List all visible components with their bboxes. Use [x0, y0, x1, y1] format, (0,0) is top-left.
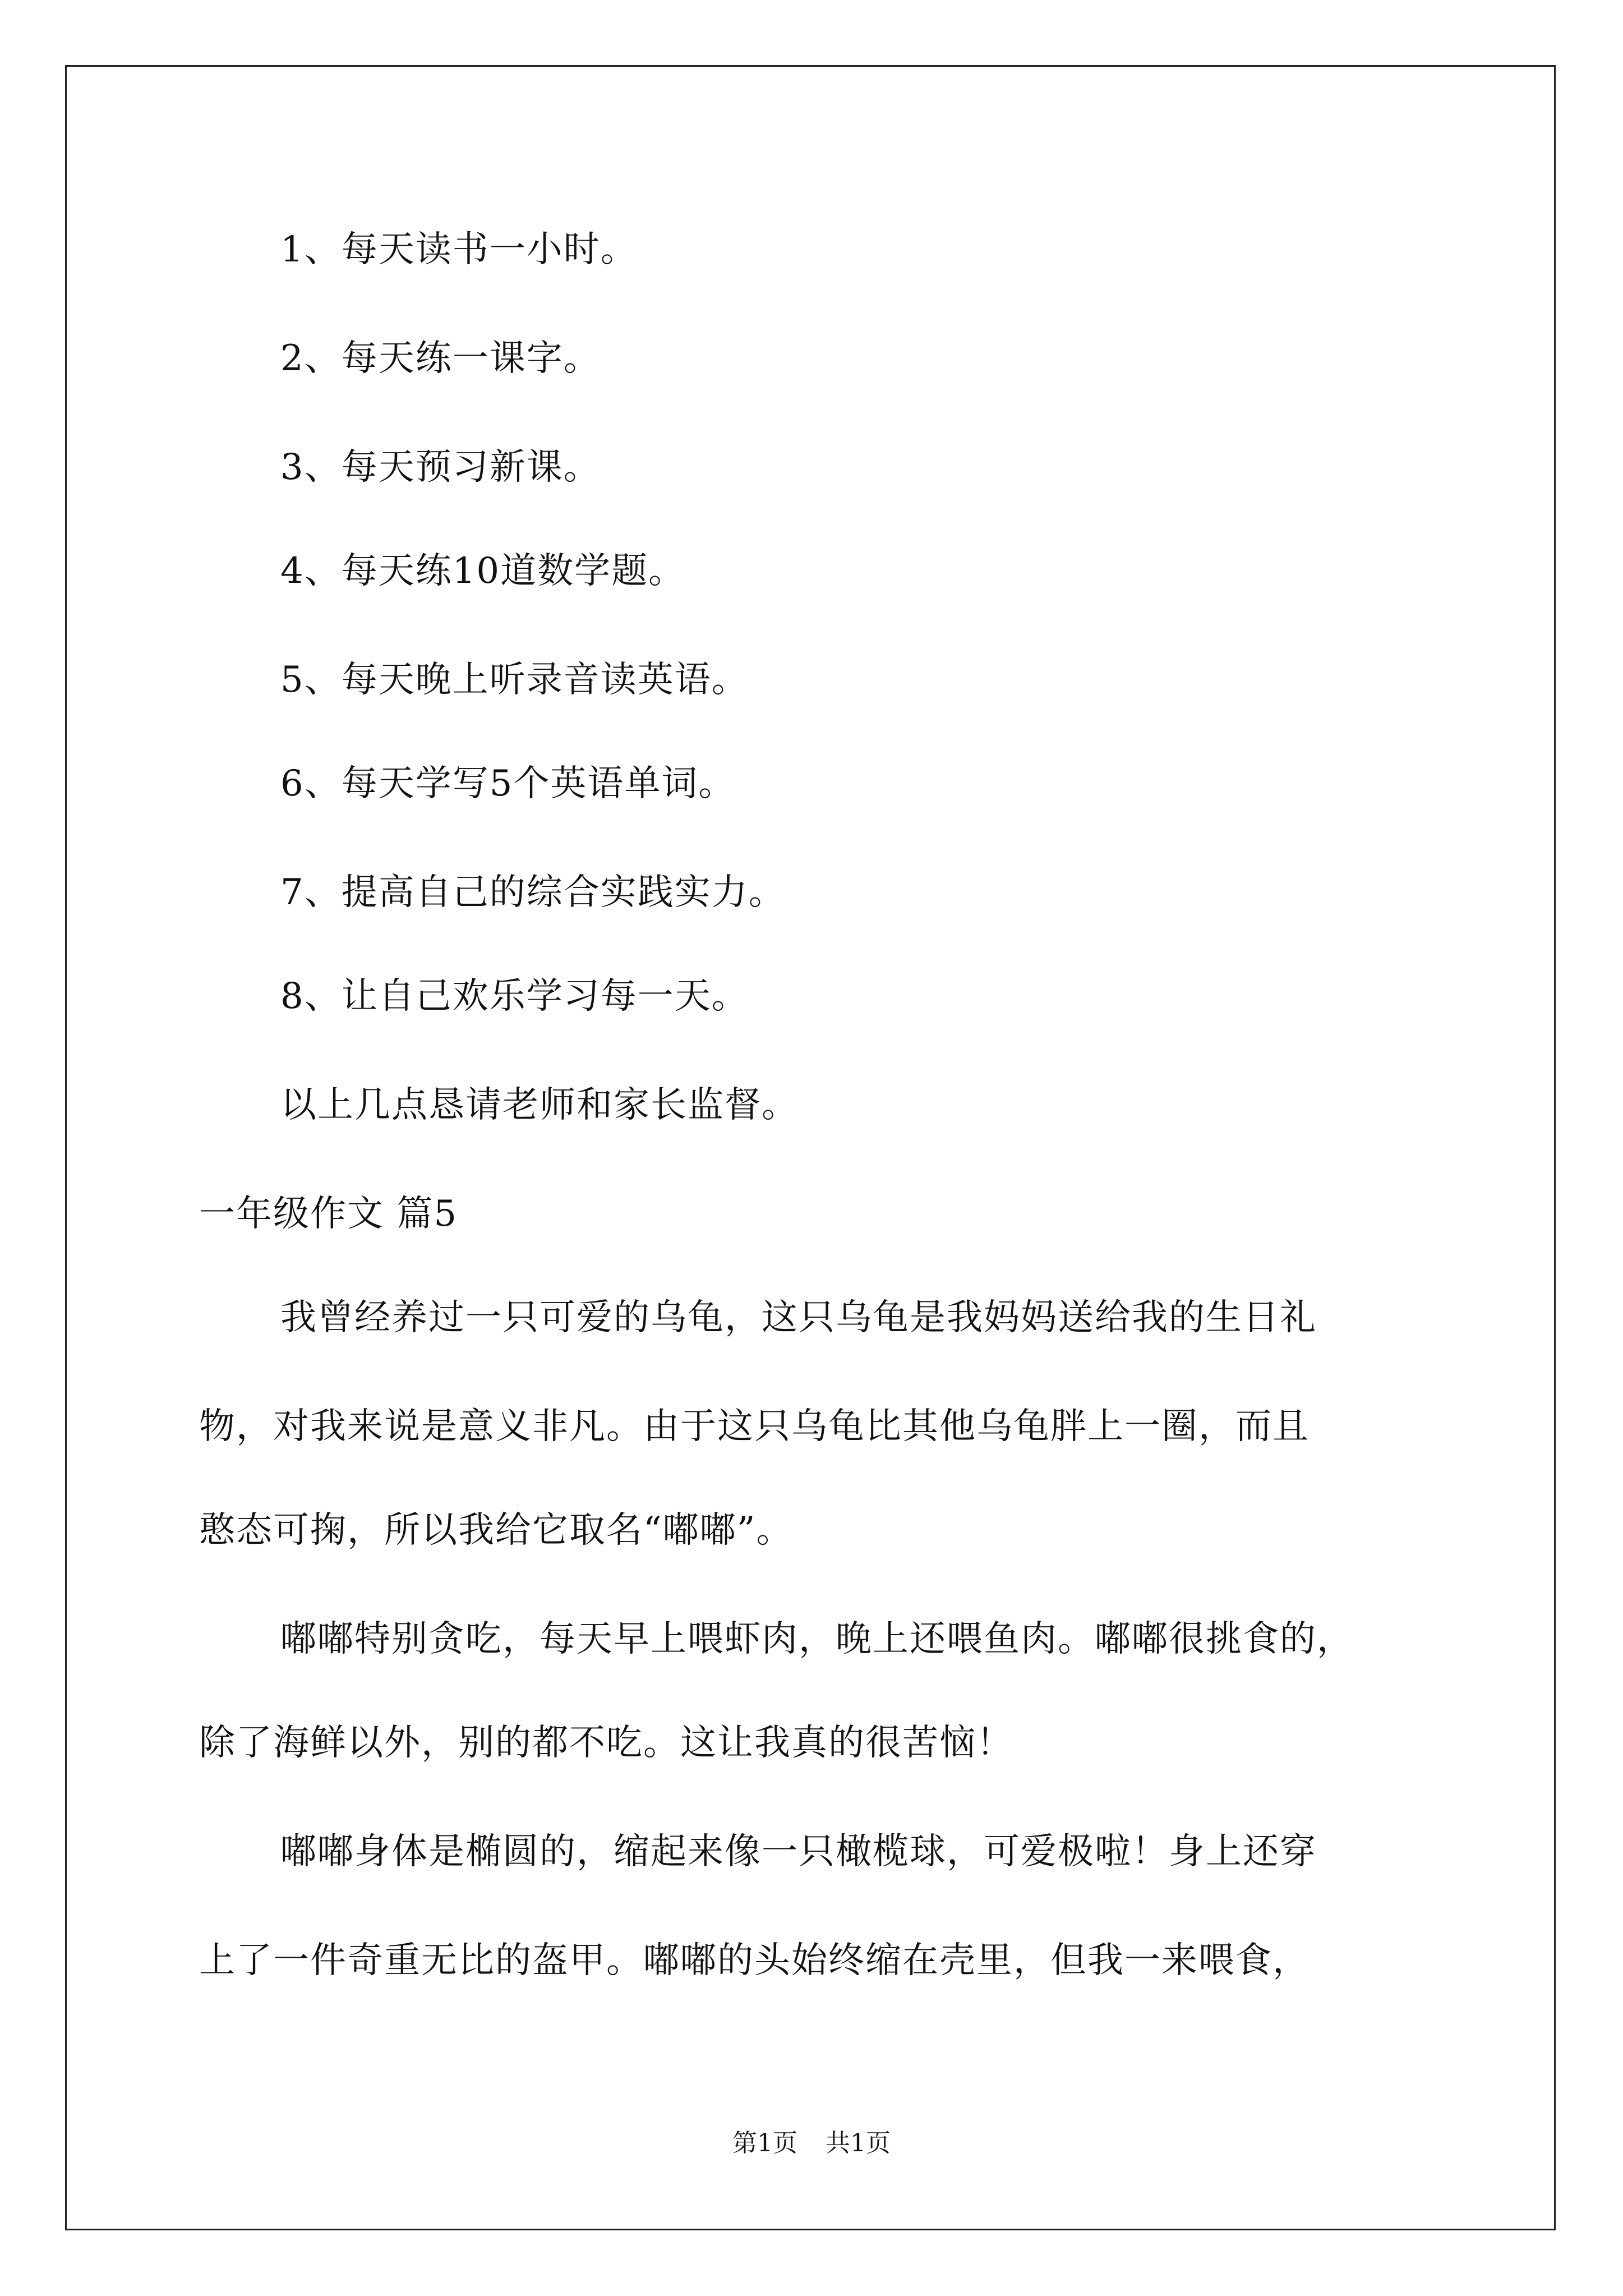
list-item: 4、每天练10道数学题。 — [280, 550, 686, 592]
page-number-total: 共1页 — [826, 2129, 891, 2157]
paragraph-line: 嘟嘟身体是椭圆的，缩起来像一只橄榄球，可爱极啦！身上还穿 — [280, 1831, 1317, 1872]
list-item: 5、每天晚上听录音读英语。 — [280, 659, 749, 701]
page-footer — [0, 2128, 1623, 2159]
list-item: 3、每天预习新课。 — [280, 447, 601, 488]
list-item: 1、每天读书一小时。 — [280, 229, 638, 270]
closing-line: 以上几点恳请老师和家长监督。 — [280, 1084, 799, 1126]
section-heading: 一年级作文 篇5 — [199, 1193, 458, 1235]
list-item: 6、每天学写5个英语单词。 — [280, 763, 736, 804]
page-number-current: 第1页 — [732, 2129, 797, 2157]
list-item: 7、提高自己的综合实践实力。 — [280, 872, 786, 913]
paragraph-line: 憨态可掬，所以我给它取名“嘟嘟”。 — [199, 1510, 794, 1551]
paragraph-line: 除了海鲜以外，别的都不吃。这让我真的很苦恼！ — [199, 1722, 1013, 1764]
list-item: 2、每天练一课字。 — [280, 338, 601, 379]
paragraph-line: 物，对我来说是意义非凡。由于这只乌龟比其他乌龟胖上一圈，而且 — [199, 1406, 1310, 1447]
list-item: 8、让自己欢乐学习每一天。 — [280, 976, 749, 1017]
page-border — [65, 65, 1556, 2230]
paragraph-line: 上了一件奇重无比的盔甲。嘟嘟的头始终缩在壳里，但我一来喂食， — [199, 1940, 1310, 1981]
paragraph-line: 我曾经养过一只可爱的乌龟，这只乌龟是我妈妈送给我的生日礼 — [280, 1297, 1317, 1338]
paragraph-line: 嘟嘟特别贪吃，每天早上喂虾肉，晚上还喂鱼肉。嘟嘟很挑食的， — [280, 1618, 1354, 1660]
